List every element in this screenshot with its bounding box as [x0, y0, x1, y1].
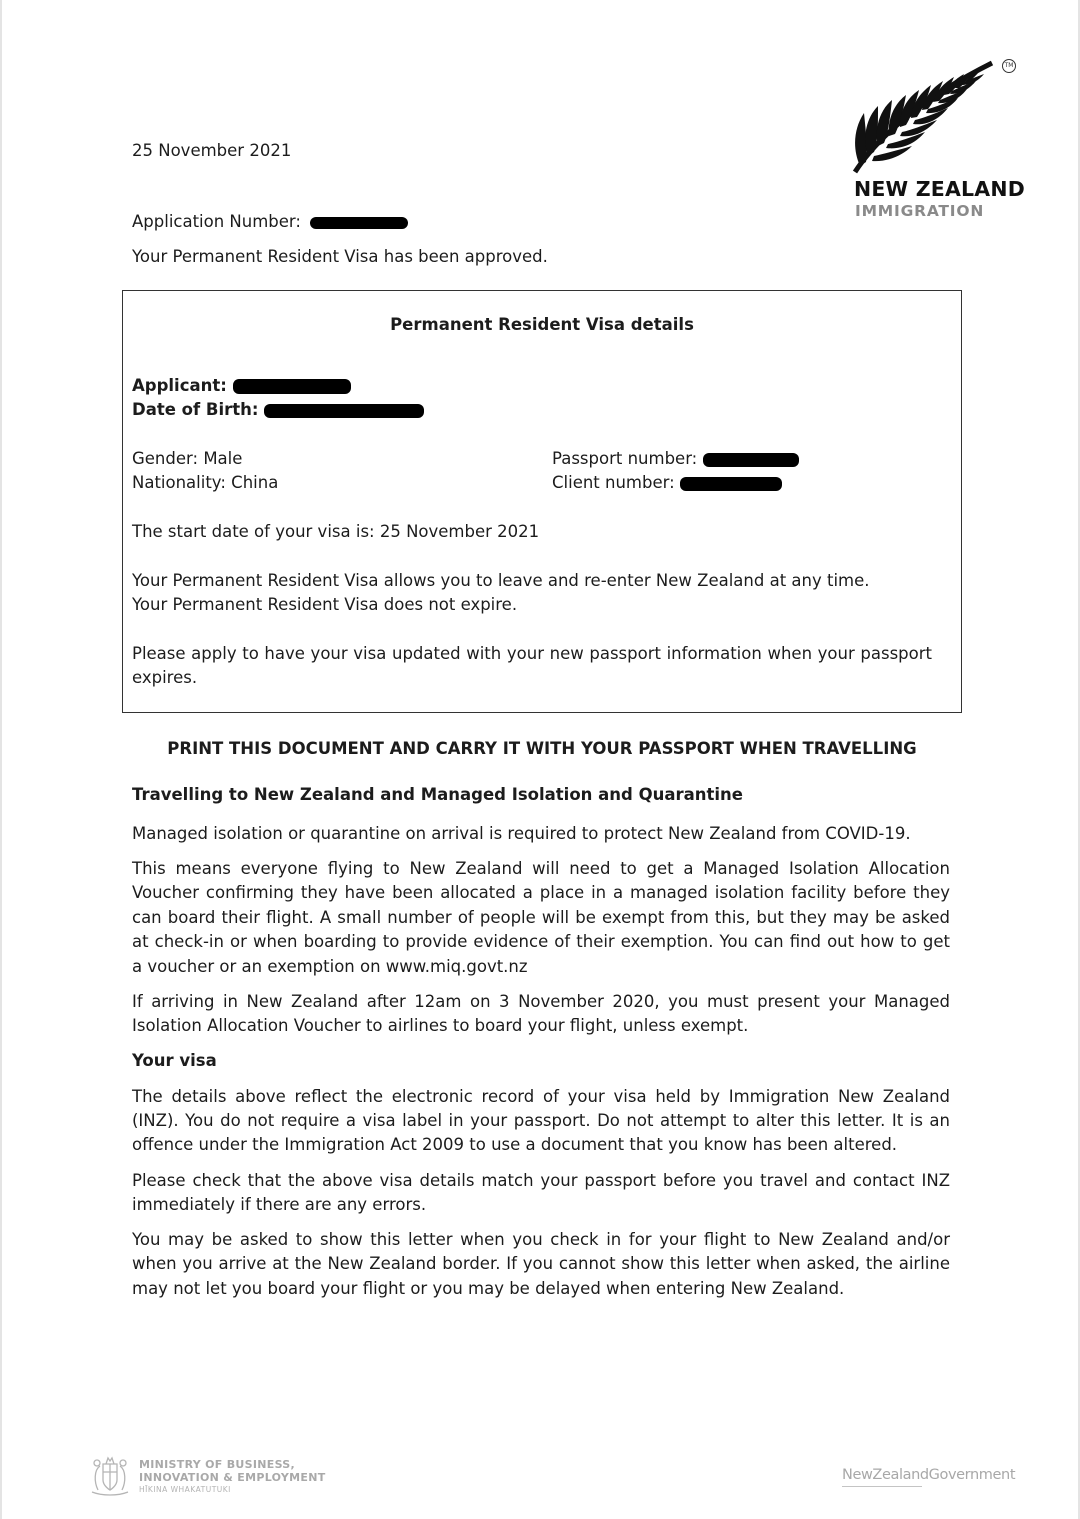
paragraph-arrival-date: If arriving in New Zealand after 12am on 3 November 2020, you must present your Managed Isolation Allocation Voucher to airlines to board your flight, unless exempt. [132, 992, 950, 1035]
redaction-bar [703, 453, 799, 467]
applicant-label: Applicant: [132, 376, 227, 395]
silver-fern-icon [852, 58, 997, 176]
section-heading-your-visa: Your visa [132, 1051, 217, 1070]
logo-country-text: NEW ZEALAND [854, 177, 1025, 201]
paragraph-voucher: This means everyone flying to New Zealand will need to get a Managed Isolation Allocation Voucher confirming they have been allocated a place in a managed isolation facility before they can board their flight. A small number of people will be exempt from this, but they may be asked at check-in or when boarding to provide evidence of their exemption. You can find out how to get a voucher or an exemption on www.miq.govt.nz [132, 859, 950, 976]
footer-mbie-line1: MINISTRY OF BUSINESS, [139, 1458, 296, 1471]
passport-number-row [552, 447, 799, 471]
redaction-bar [233, 379, 351, 394]
print-notice: PRINT THIS DOCUMENT AND CARRY IT WITH YOUR PASSPORT WHEN TRAVELLING [167, 739, 917, 758]
gender-text: Gender: Male [132, 449, 243, 468]
trademark-icon: TM [1002, 59, 1016, 73]
client-number-label: Client number: [552, 473, 675, 492]
client-number-row [552, 471, 782, 495]
section-heading-travel: Travelling to New Zealand and Managed Isolation and Quarantine [132, 785, 743, 804]
coat-of-arms-icon [86, 1452, 134, 1498]
applicant-row [132, 374, 351, 398]
passport-update-text: Please apply to have your visa updated with your new passport information when your passport expires. [132, 644, 932, 687]
footer-government-underline [842, 1486, 922, 1487]
passport-number-label: Passport number: [552, 449, 698, 468]
details-box-title: Permanent Resident Visa details [390, 315, 694, 334]
paragraph-electronic-record: The details above reflect the electronic record of your visa held by Immigration New Zealand (INZ). You do not require a visa label in your passport. Do not attempt to alter this letter. It is an offence under the Immigration Act 2009 to use a document that you know has been altered. [132, 1087, 950, 1154]
dob-row [132, 398, 424, 422]
paragraph-show-letter: You may be asked to show this letter when you check in for your flight to New Zealand and/or when you arrive at the New Zealand border. If you cannot show this letter when asked, the airline may not let you board your flight or you may be delayed when entering New Zealand. [132, 1230, 950, 1298]
application-number-label: Application Number: [132, 212, 301, 231]
reentry-text: Your Permanent Resident Visa allows you to leave and re-enter New Zealand at any time. [132, 571, 870, 590]
redaction-bar [310, 217, 408, 229]
dob-label: Date of Birth: [132, 400, 259, 419]
footer-government-logo-text: NewZealandGovernment [842, 1467, 1016, 1483]
redaction-bar [680, 477, 782, 491]
application-number-row [132, 210, 408, 234]
letter-date: 25 November 2021 [132, 141, 292, 160]
paragraph-miq-required: Managed isolation or quarantine on arrival is required to protect New Zealand from COVID-19. [132, 824, 911, 843]
redaction-bar [264, 404, 424, 418]
expiry-text: Your Permanent Resident Visa does not expire. [132, 595, 518, 614]
nationality-text: Nationality: China [132, 473, 279, 492]
footer-mbie-line2: INNOVATION & EMPLOYMENT [139, 1471, 326, 1484]
footer-mbie-line3: HĪKINA WHAKATUTUKI [139, 1485, 231, 1494]
visa-start-date: The start date of your visa is: 25 November 2021 [132, 522, 540, 541]
paragraph-check-details: Please check that the above visa details match your passport before you travel and contact INZ immediately if there are any errors. [132, 1171, 950, 1214]
logo-agency-text: IMMIGRATION [855, 202, 985, 220]
approval-text: Your Permanent Resident Visa has been approved. [132, 247, 548, 266]
